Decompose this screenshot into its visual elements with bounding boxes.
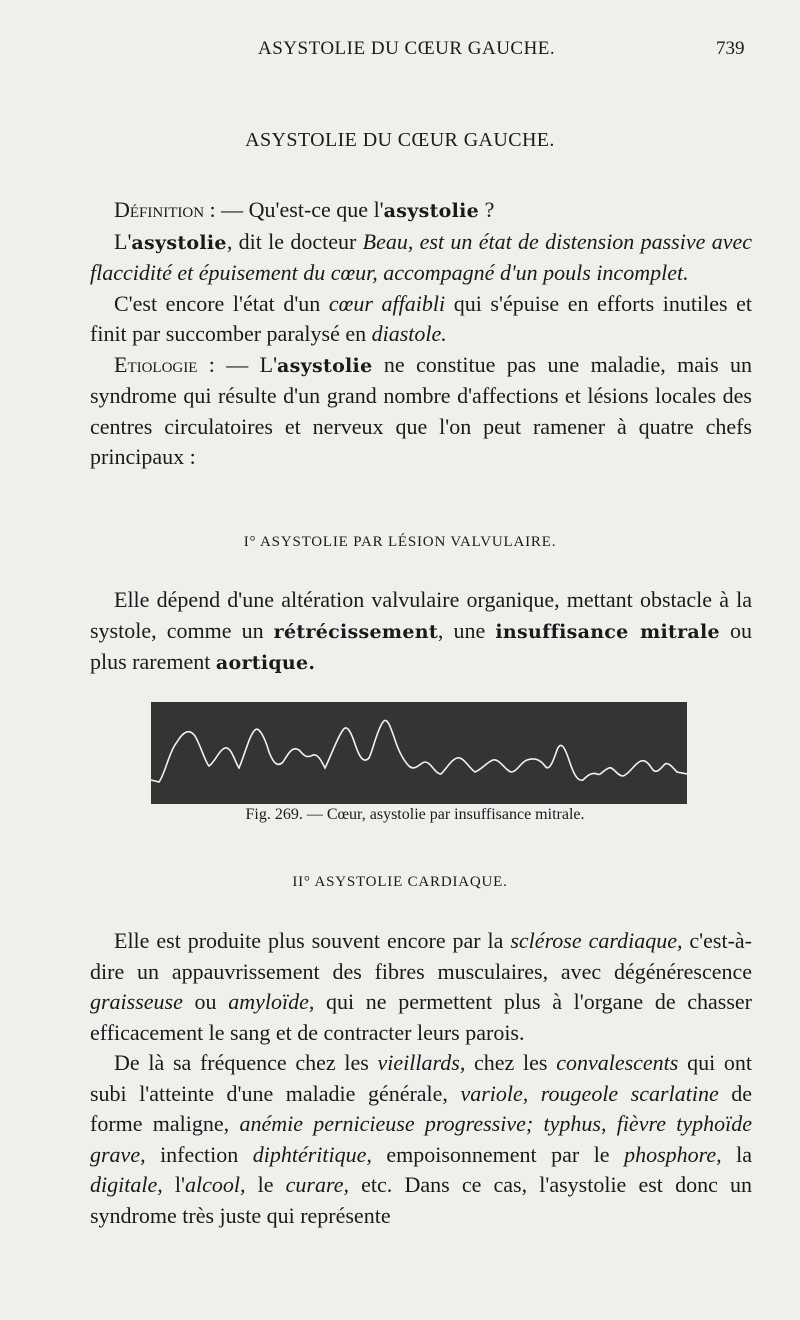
definition-answer: L'asystolie, dit le docteur Beau, est un état de distension passive avec flaccidité et épuisement du cœur, accompagné d'un pouls incomplet.: [90, 228, 752, 285]
pulse-trace-line: [151, 720, 687, 782]
pulse-trace-figure: [151, 702, 687, 804]
body-text-valvular: [90, 585, 752, 679]
body-text-cardiac: [90, 926, 752, 1231]
cardiac-paragraph: Elle est produite plus souvent encore par la sclérose cardiaque, c'est-à-dire un appauvrissement des fibres musculaires, avec dégénérescence graisseuse ou amyloïde, qui ne permettent plus à l'organe de chasser efficacement le sang et de contracter leurs parois.: [90, 928, 752, 1045]
etiology-paragraph: Etiologie : — L'asystolie ne constitue pas une maladie, mais un syndrome qui résulte d'un grand nombre d'affections et lésions locales des centres circulatoires et nerveux que l'on peut ramener à quatre chefs principaux :: [90, 351, 753, 469]
subheading-valvular: I° ASYSTOLIE PAR LÉSION VALVULAIRE.: [243, 534, 557, 550]
section-title: ASYSTOLIE DU CŒUR GAUCHE.: [245, 129, 555, 151]
frequency-paragraph: De là sa fréquence chez les vieillards, chez les convalescents qui ont subi l'atteinte d'une maladie générale, variole, rougeole scarlatine de forme maligne, anémie pernicieuse progressive; typhus, fièvre typhoïde grave, infection diphtéritique, empoisonnement par le phosphore, la digitale, l'alcool, le curare, etc. Dans ce cas, l'asystolie est donc un syndrome très juste qui représente: [90, 1050, 752, 1228]
page-number: 739: [716, 38, 745, 59]
body-text-top: [90, 195, 752, 473]
state-paragraph: C'est encore l'état d'un cœur affaibli qui s'épuise en efforts inutiles et finit par succomber paralysé en diastole.: [90, 290, 753, 346]
pulse-trace-svg: [151, 702, 687, 804]
figure-caption: Fig. 269. — Cœur, asystolie par insuffisance mitrale.: [245, 806, 585, 823]
running-title: ASYSTOLIE DU CŒUR GAUCHE.: [258, 38, 556, 59]
subheading-cardiac: II° ASYSTOLIE CARDIAQUE.: [292, 874, 508, 890]
valvular-paragraph: Elle dépend d'une altération valvulaire organique, mettant obstacle à la systole, comme un rétrécissement, une insuffisance mitrale ou plus rarement aortique.: [90, 587, 753, 674]
running-head: [0, 38, 800, 68]
definition-paragraph: Définition : — Qu'est-ce que l'asystolie ?: [114, 197, 495, 222]
